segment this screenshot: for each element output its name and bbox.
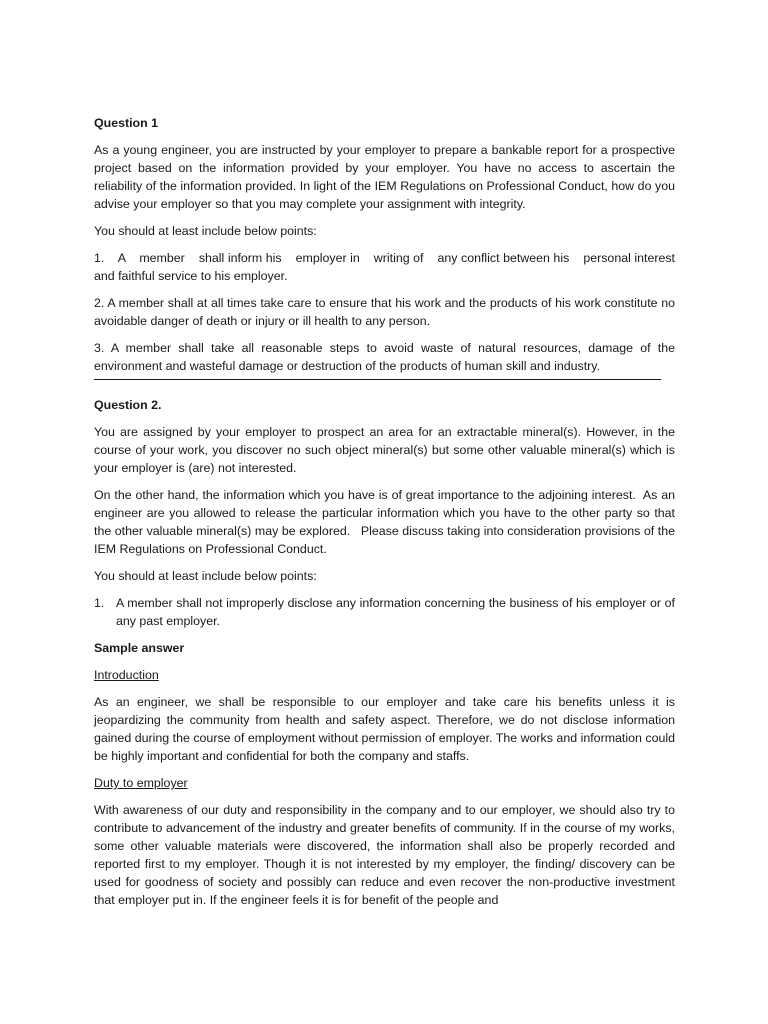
sample-answer-heading: Sample answer xyxy=(94,641,185,655)
duty-to-employer-text: With awareness of our duty and responsibility in the company and to our employer, we should also try to contribute to advancement of the industry and greater benefits of community. If in the course of my works, some other valuable materials were discovered, the information shall also be properly recorded and reported first to my employer. Though it is not interested by my employer, the finding/ discovery can be used for goodness of society and possibly can reduce and even recover the non-productive investment that employer put in. If the engineer feels it is for benefit of the people and xyxy=(94,803,675,907)
point-number: 1. xyxy=(94,596,105,610)
question-1-point-1: 1. A member shall inform his employer in writing of any conflict between his personal interest and faithful service to his employer. xyxy=(94,251,679,283)
question-1-points-label: You should at least include below points: xyxy=(94,224,317,238)
question-2-paragraph-2: On the other hand, the information which you have is of great importance to the adjoining interest. As an engineer are you allowed to release the particular information which you have to the other party so that the other valuable mineral(s) may be explored. Please discuss taking into consideration provisions of the IEM Regulations on Professional Conduct. xyxy=(94,488,679,556)
question-2-points-label: You should at least include below points: xyxy=(94,569,317,583)
section-divider xyxy=(94,379,661,380)
question-1-heading: Question 1 xyxy=(94,116,159,130)
document-page xyxy=(94,114,679,918)
question-1-point-3: 3. A member shall take all reasonable steps to avoid waste of natural resources, damage of the environment and wasteful damage or destruction of the products of human skill and industry. xyxy=(94,341,675,373)
question-1-point-2: 2. A member shall at all times take care to ensure that his work and the products of his work constitute no avoidable danger of death or injury or ill health to any person. xyxy=(94,296,675,328)
duty-to-employer-heading: Duty to employer xyxy=(94,776,188,790)
introduction-heading: Introduction xyxy=(94,668,159,682)
question-2-heading: Question 2. xyxy=(94,398,162,412)
question-1-text: As a young engineer, you are instructed by your employer to prepare a bankable report for a prospective project based on the information provided by your employer. You have no access to ascertain the reliability of the information provided. In light of the IEM Regulations on Professional Conduct, how do you advise your employer so that you may complete your assignment with integrity. xyxy=(94,143,675,211)
question-2-paragraph-1: You are assigned by your employer to prospect an area for an extractable mineral(s). However, in the course of your work, you discover no such object mineral(s) but some other valuable mineral(s) which is your employer is (are) not interested. xyxy=(94,425,675,475)
question-2-point-1 xyxy=(94,594,675,630)
introduction-text: As an engineer, we shall be responsible to our employer and take care his benefits unless it is jeopardizing the community from health and safety aspect. Therefore, we do not disclose information gained during the course of employment without permission of employer. The works and information could be highly important and confidential for both the company and staffs. xyxy=(94,695,675,763)
point-text: A member shall not improperly disclose any information concerning the business of his employer or of any past employer. xyxy=(116,596,675,628)
